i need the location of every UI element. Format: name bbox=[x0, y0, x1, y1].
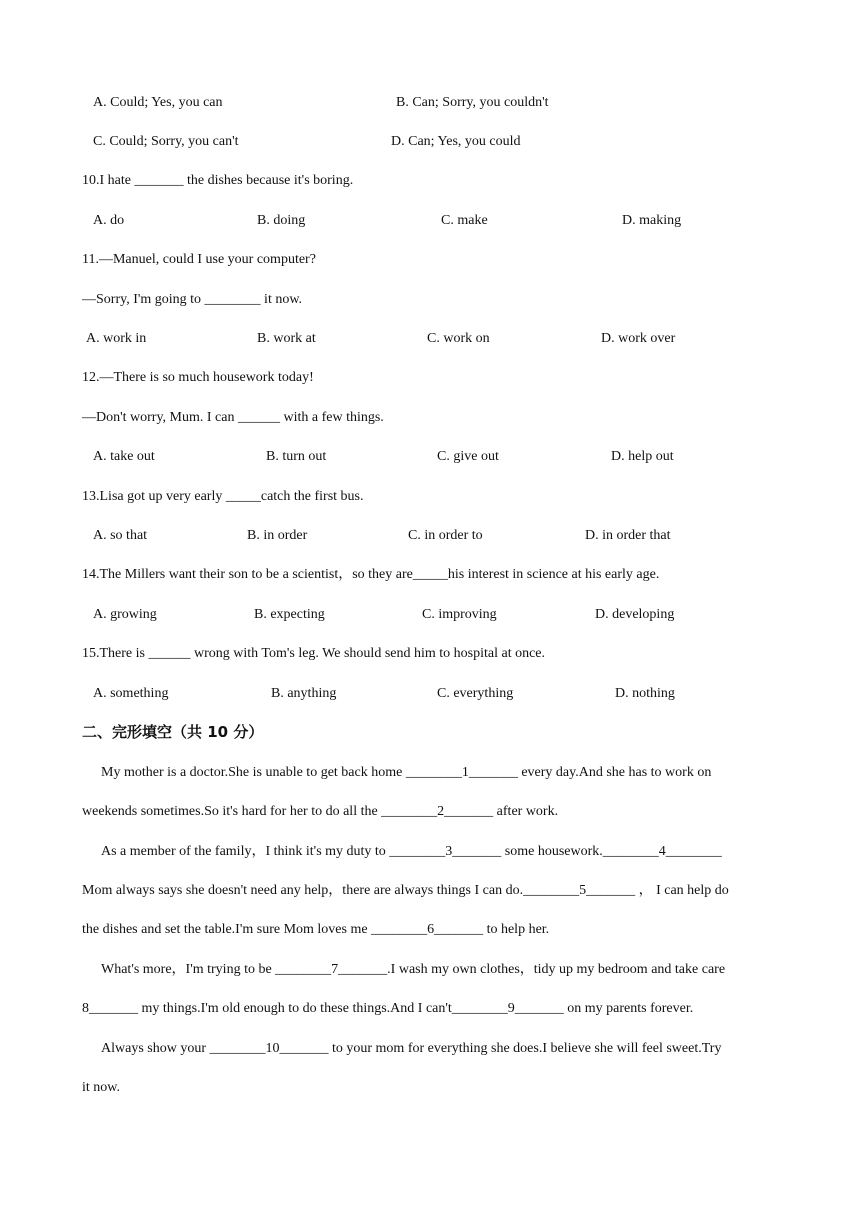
q13-option-a: A. so that bbox=[93, 528, 148, 543]
passage-line: the dishes and set the table.I'm sure Mom loves me ________6_______ to help her. bbox=[82, 922, 550, 937]
q13-option-c: C. in order to bbox=[408, 528, 483, 543]
q15-stem: 15.There is ______ wrong with Tom's leg. We should send him to hospital at once. bbox=[82, 646, 546, 661]
q11-option-b: B. work at bbox=[257, 331, 316, 346]
passage-line: Always show your ________10_______ to your mom for everything she does.I believe she will feel sweet.Try bbox=[101, 1041, 722, 1056]
passage-line: What's more，I'm trying to be ________7_______.I wash my own clothes，tidy up my bedroom and take care bbox=[101, 962, 726, 977]
q10-option-c: C. make bbox=[441, 213, 488, 228]
q11-reply: —Sorry, I'm going to ________ it now. bbox=[82, 292, 303, 307]
q10-option-b: B. doing bbox=[257, 213, 306, 228]
q11-stem: 11.—Manuel, could I use your computer? bbox=[82, 252, 316, 267]
q14-option-b: B. expecting bbox=[254, 607, 325, 622]
passage-line: My mother is a doctor.She is unable to get back home ________1_______ every day.And she has to work on bbox=[101, 765, 712, 780]
passage-line: it now. bbox=[82, 1080, 120, 1095]
q13-option-d: D. in order that bbox=[585, 528, 671, 543]
q12-stem: 12.—There is so much housework today! bbox=[82, 370, 314, 385]
q14-stem: 14.The Millers want their son to be a scientist，so they are_____his interest in science at his early age. bbox=[82, 567, 660, 582]
q9-option-a: A. Could; Yes, you can bbox=[93, 95, 223, 110]
q10-stem: 10.I hate _______ the dishes because it's boring. bbox=[82, 173, 354, 188]
q15-option-a: A. something bbox=[93, 686, 169, 701]
q11-option-c: C. work on bbox=[427, 331, 490, 346]
passage-line: weekends sometimes.So it's hard for her to do all the ________2_______ after work. bbox=[82, 804, 559, 819]
q12-option-d: D. help out bbox=[611, 449, 674, 464]
q12-option-b: B. turn out bbox=[266, 449, 327, 464]
passage-line: As a member of the family，I think it's my duty to ________3_______ some housework.________4________ bbox=[101, 844, 722, 859]
q13-stem: 13.Lisa got up very early _____catch the first bus. bbox=[82, 489, 364, 504]
q15-option-b: B. anything bbox=[271, 686, 337, 701]
passage-line: Mom always says she doesn't need any help，there are always things I can do.________5_______ ， I can help do bbox=[82, 883, 729, 898]
q11-option-a: A. work in bbox=[86, 331, 147, 346]
q14-option-a: A. growing bbox=[93, 607, 157, 622]
q9-option-d: D. Can; Yes, you could bbox=[391, 134, 521, 149]
section-heading: 二、完形填空（共 10 分） bbox=[82, 723, 264, 741]
q10-option-d: D. making bbox=[622, 213, 682, 228]
q12-option-c: C. give out bbox=[437, 449, 499, 464]
q9-option-b: B. Can; Sorry, you couldn't bbox=[396, 95, 549, 110]
q12-option-a: A. take out bbox=[93, 449, 155, 464]
q15-option-c: C. everything bbox=[437, 686, 514, 701]
q9-option-c: C. Could; Sorry, you can't bbox=[93, 134, 239, 149]
q15-option-d: D. nothing bbox=[615, 686, 675, 701]
q12-reply: —Don't worry, Mum. I can ______ with a few things. bbox=[82, 410, 384, 425]
passage-line: 8_______ my things.I'm old enough to do these things.And I can't________9_______ on my parents forever. bbox=[82, 1001, 694, 1016]
q13-option-b: B. in order bbox=[247, 528, 308, 543]
q14-option-c: C. improving bbox=[422, 607, 497, 622]
q11-option-d: D. work over bbox=[601, 331, 676, 346]
q10-option-a: A. do bbox=[93, 213, 125, 228]
q14-option-d: D. developing bbox=[595, 607, 675, 622]
